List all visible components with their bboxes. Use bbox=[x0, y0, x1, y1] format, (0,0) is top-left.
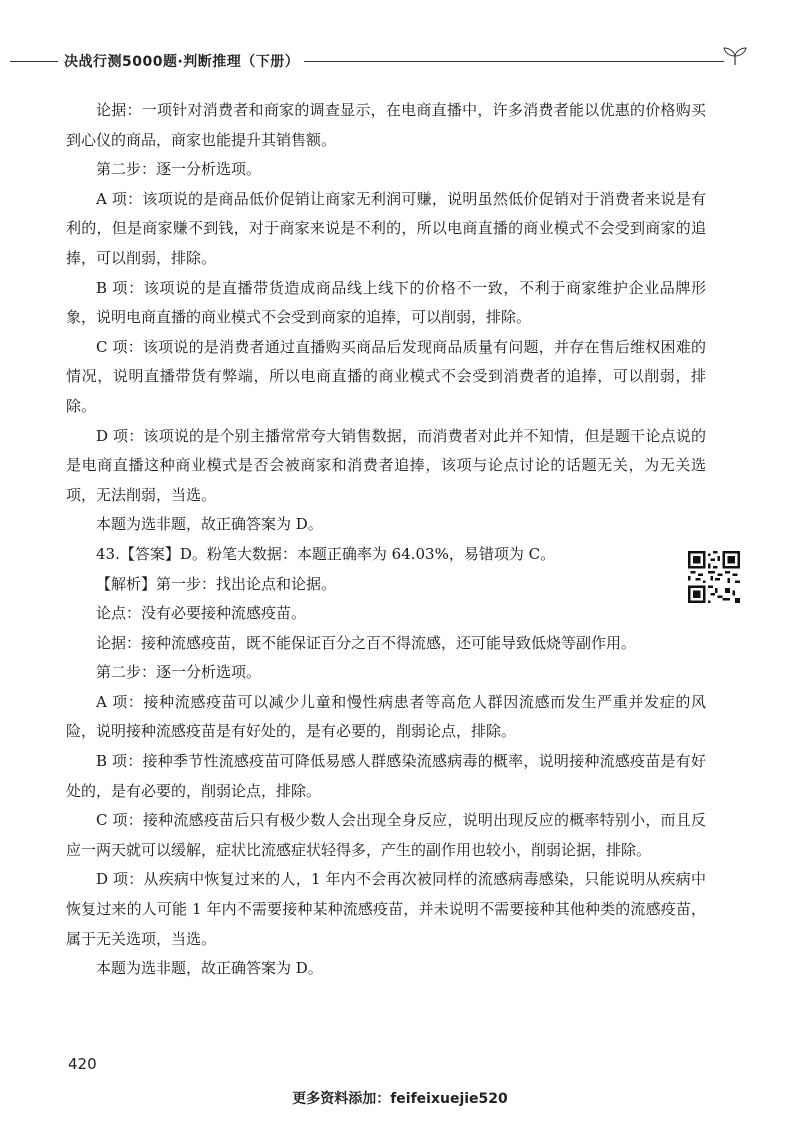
header-title: 决战行测5000题·判断推理（下册） bbox=[64, 54, 300, 70]
paragraph: 第二步：逐一分析选项。 bbox=[96, 160, 262, 179]
paragraph: A 项：接种流感疫苗可以减少儿童和慢性病患者等高危人群因流感而发生严重并发症的风险，说明接种流感疫苗是有好处的，是有必要的，削弱论点，排除。 bbox=[66, 692, 706, 741]
paragraph: B 项：该项说的是直播带货造成商品线上线下的价格不一致，不利于商家维护企业品牌形象，说明电商直播的商业模式不会受到商家的追捧，可以削弱，排除。 bbox=[66, 278, 706, 327]
paragraph: 论据：一项针对消费者和商家的调查显示，在电商直播中，许多消费者能以优惠的价格购买到心仪的商品，商家也能提升其销售额。 bbox=[66, 101, 706, 149]
answer-line: 43.【答案】D。粉笔大数据：本题正确率为 64.03%，易错项为 C。 bbox=[96, 544, 556, 563]
paragraph: B 项：接种季节性流感疫苗可降低易感人群感染流感病毒的概率，说明接种流感疫苗是有好处的，是有必要的，削弱论点，排除。 bbox=[66, 752, 706, 800]
paragraph: C 项：接种流感疫苗后只有极少数人会出现全身反应，说明出现反应的概率特别小，而且反应一两天就可以缓解，症状比流感症状轻得多，产生的副作用也较小，削弱论据，排除。 bbox=[66, 811, 706, 859]
running-header bbox=[0, 46, 800, 76]
header-rule-right bbox=[304, 61, 724, 62]
analysis-heading: 【解析】第一步：找出论点和论据。 bbox=[96, 574, 337, 593]
header-rule-left bbox=[10, 61, 58, 62]
paragraph: 论点：没有必要接种流感疫苗。 bbox=[96, 604, 307, 623]
paragraph: 论据：接种流感疫苗，既不能保证百分之百不得流感，还可能导致低烧等副作用。 bbox=[96, 633, 637, 652]
paragraph: D 项：该项说的是个别主播常常夸大销售数据，而消费者对此并不知情，但是题干论点说的是电商直播这种商业模式是否会被商家和消费者追捧，该项与论点讨论的话题无关，为无关选项，无法削弱，当选。 bbox=[66, 426, 706, 504]
page-number: 420 bbox=[68, 1055, 97, 1073]
paragraph: 第二步：逐一分析选项。 bbox=[96, 663, 262, 682]
body-text bbox=[66, 96, 706, 984]
paragraph: C 项：该项说的是消费者通过直播购买商品后发现商品质量有问题，并存在售后维权困难的情况，说明直播带货有弊端，所以电商直播的商业模式不会受到消费者的追捧，可以削弱，排除。 bbox=[66, 337, 706, 415]
paragraph: D 项：从疾病中恢复过来的人，1 年内不会再次被同样的流感病毒感染，只能说明从疾病中恢复过来的人可能 1 年内不需要接种某种流感疫苗，并未说明不需要接种其他种类的流感疫苗，属于无关选项，当选。 bbox=[66, 870, 706, 948]
leaf-sprout-icon bbox=[722, 46, 748, 66]
footer-note: 更多资料添加：feifeixuejie520 bbox=[292, 1091, 508, 1107]
paragraph: 本题为选非题，故正确答案为 D。 bbox=[96, 515, 323, 534]
paragraph: 本题为选非题，故正确答案为 D。 bbox=[96, 959, 323, 978]
paragraph: A 项：该项说的是商品低价促销让商家无利润可赚，说明虽然低价促销对于消费者来说是有利的，但是商家赚不到钱，对于商家来说是不利的，所以电商直播的商业模式不会受到商家的追捧，可以削弱，排除。 bbox=[66, 189, 706, 267]
qr-code-icon[interactable] bbox=[688, 551, 740, 603]
